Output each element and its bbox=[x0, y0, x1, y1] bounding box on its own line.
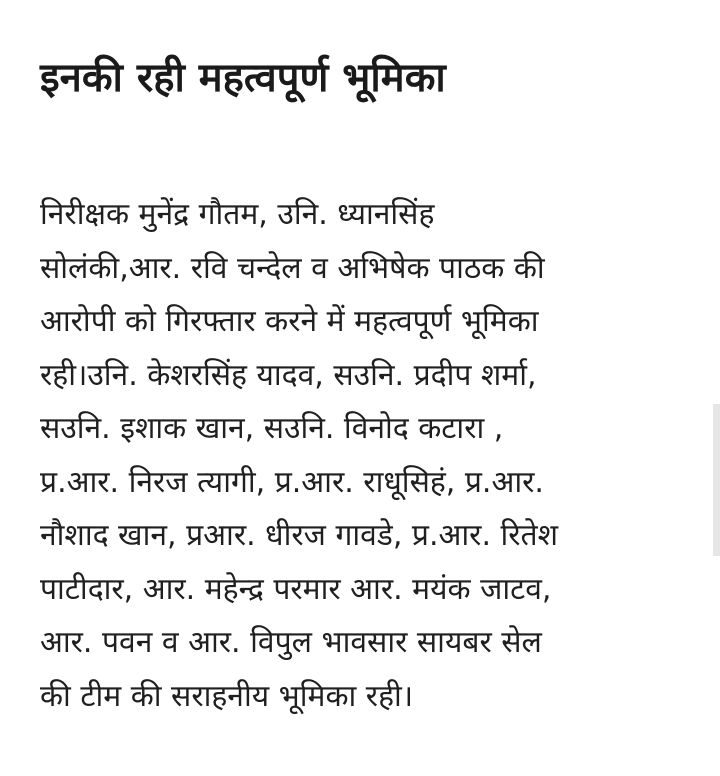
body-line: सउनि. इशाक खान, सउनि. विनोद कटारा , bbox=[40, 411, 504, 446]
article-body bbox=[40, 188, 680, 723]
body-line: निरीक्षक मुनेंद्र गौतम, उनि. ध्यानसिंह bbox=[40, 197, 435, 232]
body-line: की टीम की सराहनीय भूमिका रही। bbox=[40, 678, 414, 714]
body-line: नौशाद खान, प्रआर. धीरज गावडे, प्र.आर. रितेश bbox=[40, 518, 559, 553]
scrollbar-thumb[interactable] bbox=[713, 404, 720, 556]
body-line: रही।उनि. केशरसिंह यादव, सउनि. प्रदीप शर्मा, bbox=[40, 357, 537, 393]
body-line: सोलंकी,आर. रवि चन्देल व अभिषेक पाठक की bbox=[40, 250, 545, 286]
body-line: आर. पवन व आर. विपुल भावसार सायबर सेल bbox=[40, 625, 542, 660]
section-heading: इनकी रही महत्वपूर्ण भूमिका bbox=[40, 55, 446, 101]
body-line: पाटीदार, आर. महेन्द्र परमार आर. मयंक जाटव, bbox=[40, 571, 552, 607]
body-line: प्र.आर. निरज त्यागी, प्र.आर. राधूसिहं, प्र.आर. bbox=[40, 464, 544, 500]
article-header bbox=[40, 38, 680, 118]
body-line: आरोपी को गिरफ्तार करने में महत्वपूर्ण भूमिका bbox=[40, 304, 539, 339]
